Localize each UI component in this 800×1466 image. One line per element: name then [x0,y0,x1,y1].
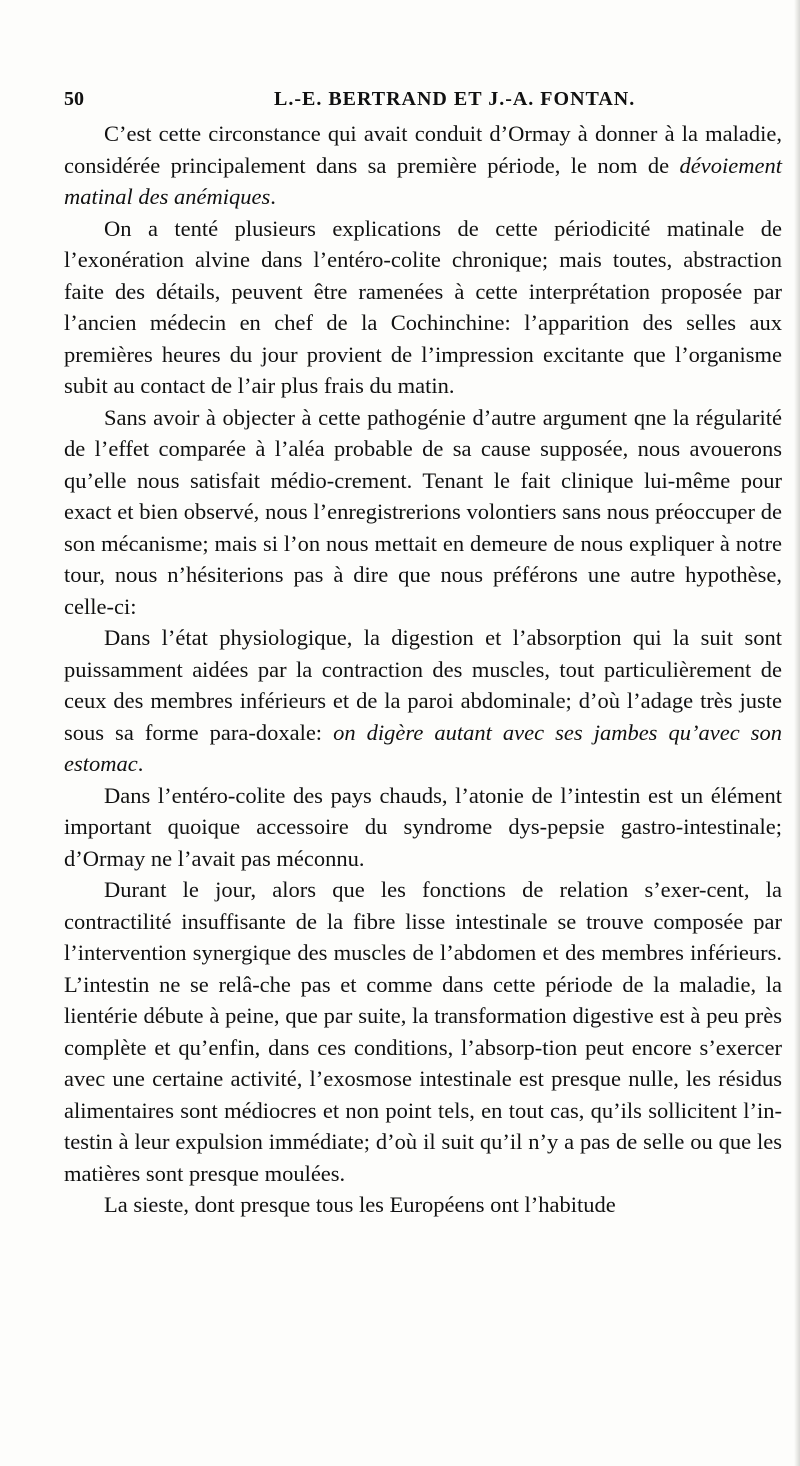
emphasized-phrase: dévoiement matinal des anémiques [64,152,782,209]
paragraph-1 [64,118,782,213]
body-text [64,118,782,1221]
paragraph-5 [64,780,782,875]
paragraph-text: C’est cette circonstance qui avait conduit d’Ormay à donner à la maladie, considérée principalement dans sa première période, le nom de [64,121,782,178]
emphasized-phrase: on digère autant avec ses jambes qu’avec son estomac [64,719,782,776]
paragraph-text-end: . [270,184,276,209]
paragraph-text-end: . [137,751,144,776]
paragraph-7 [64,1189,782,1221]
running-head [64,84,780,114]
paragraph-text: Sans avoir à objecter à cette pathogénie d’autre argument qne la régularité de l’effet comparée à l’aléa probable de sa cause supposée, nous avouerons qu’elle nous satisfait médio-crement. Tenant le fait clinique lui-même pour exact et bien observé, nous l’enregistrerions volontiers sans nous préoccuper de son mécanisme; mais si l’on nous mettait en demeure de nous expliquer à notre tour, nous n’hésiterions pas à dire que nous préférons une autre hypothèse, celle-ci: [64,404,782,619]
paragraph-4 [64,622,782,780]
paragraph-text: On a tenté plusieurs explications de cette périodicité matinale de l’exonération alvine dans l’entéro-colite chronique; mais toutes, abstraction faite des détails, peuvent être ramenées à cette interprétation proposée par l’ancien médecin en chef de la Cochinchine: l’apparition des selles aux premières heures du jour provient de l’impression excitante que l’organisme subit au contact de l’air plus frais du matin. [64,215,782,398]
paragraph-3 [64,402,782,623]
paragraph-text: Dans l’état physiologique, la digestion et l’absorption qui la suit sont puissamment aidées par la contraction des muscles, tout particulièrement de ceux des membres inférieurs et de la paroi abdominale; d’où l’adage très juste sous sa forme para-doxale: [64,625,782,745]
running-title: L.-E. BERTRAND ET J.-A. FONTAN. [274,88,636,110]
paragraph-text: Dans l’entéro-colite des pays chauds, l’atonie de l’intestin est un élément important quoique accessoire du syndrome dys-pepsie gastro-intestinale; d’Ormay ne l’avait pas méconnu. [64,782,782,871]
paragraph-2 [64,213,782,402]
paragraph-text: La sieste, dont presque tous les Européens ont l’habitude [104,1192,616,1217]
paragraph-6 [64,874,782,1189]
paragraph-text: Durant le jour, alors que les fonctions de relation s’exer-cent, la contractilité insuffisante de la fibre lisse intestinale se trouve composée par l’intervention synergique des muscles de l’abdomen et des membres inférieurs. L’intestin ne se relâ-che pas et comme dans cette période de la maladie, la lientérie débute à peine, que par suite, la transformation digestive est à peu près complète et qu’enfin, dans ces conditions, l’absorp-tion peut encore s’exercer avec une certaine activité, l’exosmose intestinale est presque nulle, les résidus alimentaires sont médiocres et non point tels, en tout cas, qu’ils sollicitent l’in-testin à leur expulsion immédiate; d’où il suit qu’il n’y a pas de selle ou que les matières sont presque moulées. [64,877,782,1186]
page-number: 50 [64,88,84,110]
page-edge-shadow [794,0,800,1466]
